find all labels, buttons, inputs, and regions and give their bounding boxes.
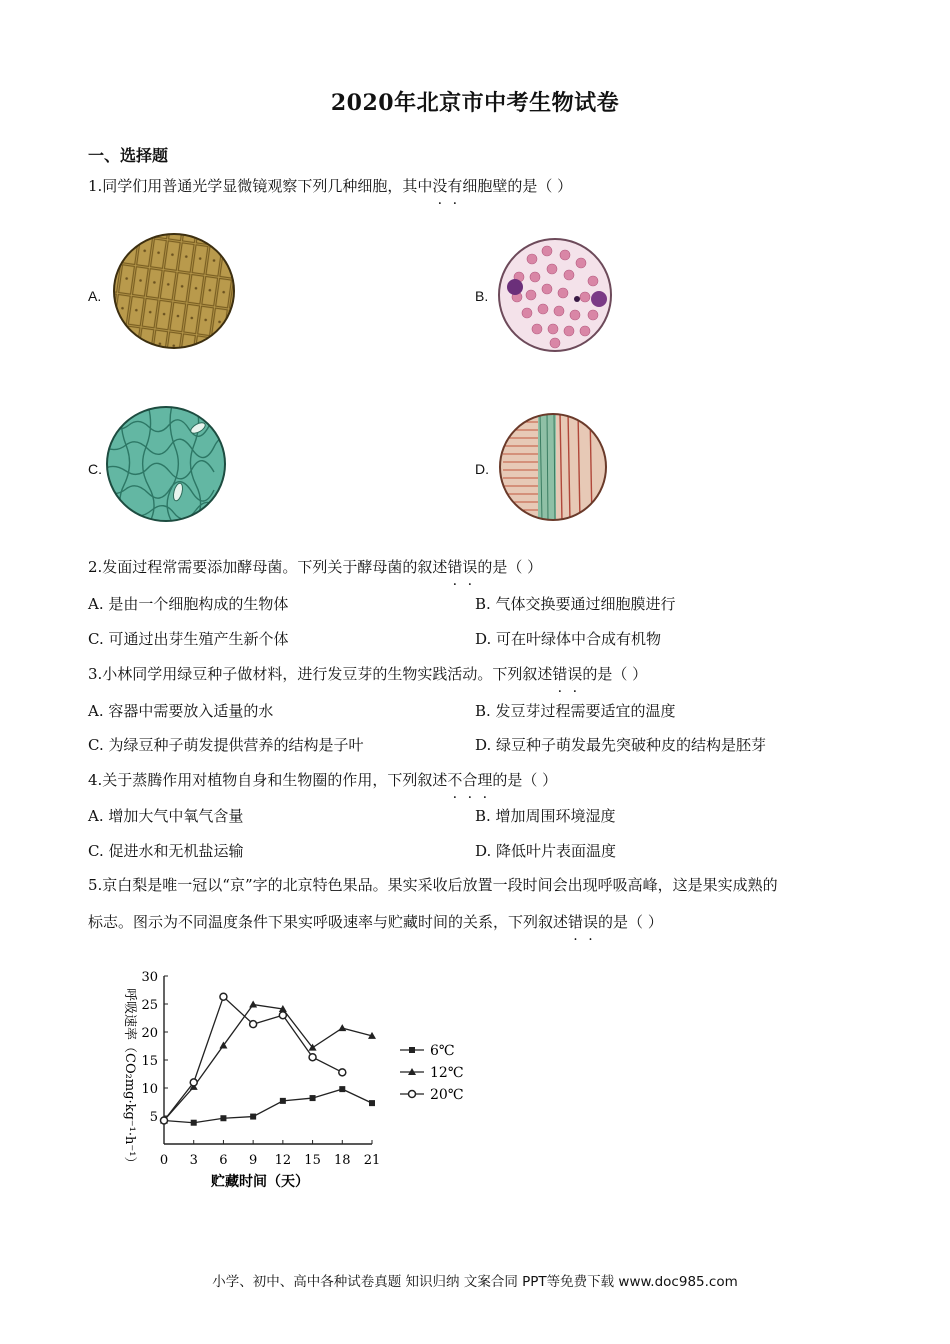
chart-point-circle <box>220 993 227 1000</box>
question-1-text-post: 细胞壁的是（ ） <box>462 177 573 195</box>
chart-y-tick-label: 5 <box>149 1110 158 1125</box>
question-4-text-pre: 4.关于蒸腾作用对植物自身和生物圈的作用，下列叙述 <box>88 771 448 789</box>
emphasis-char: 不 <box>447 771 463 789</box>
chart-y-axis-label: 呼吸速率（CO₂mg·kg⁻¹·h⁻¹） <box>122 988 137 1170</box>
respiration-rate-chart <box>100 960 500 1200</box>
chart-y-tick-label: 30 <box>141 970 158 985</box>
q3-option-a: A. 容器中需要放入适量的水 <box>88 702 274 720</box>
chart-point-circle <box>409 1091 416 1098</box>
question-3-text-pre: 3.小林同学用绿豆种子做材料，进行发豆芽的生物实践活动。下列叙述 <box>88 665 553 683</box>
question-3-text-post: 的是（ ） <box>582 665 648 683</box>
q1-option-b-label: B. <box>475 288 489 304</box>
q4-option-a: A. 增加大气中氧气含量 <box>88 807 244 825</box>
emphasis-char: 误 <box>462 558 478 576</box>
q1-option-d-label: D. <box>475 461 489 477</box>
q3-option-b: B. 发豆芽过程需要适宜的温度 <box>475 702 676 720</box>
question-5-text-pre: 标志。图示为不同温度条件下果实呼吸速率与贮藏时间的关系，下列叙述 <box>88 913 569 931</box>
q2-option-a: A. 是由一个细胞构成的生物体 <box>88 595 289 613</box>
section-heading: 一、选择题 <box>88 146 169 165</box>
chart-point-circle <box>339 1069 346 1076</box>
q1-option-c-label: C. <box>88 461 102 477</box>
emphasis-char: 没 <box>432 177 448 195</box>
question-5-text-post: 的是（ ） <box>598 913 663 931</box>
chart-x-tick-label: 3 <box>189 1153 198 1168</box>
chart-point-square <box>409 1047 415 1053</box>
q4-option-d: D. 降低叶片表面温度 <box>475 842 617 860</box>
question-4 <box>88 770 557 790</box>
chart-x-axis-label: 贮藏时间（天） <box>211 1174 309 1190</box>
question-5-line-1: 5.京白梨是唯一冠以“京”字的北京特色果品。果实采收后放置一段时间会出现呼吸高峰，这是果实成熟的 <box>88 876 778 894</box>
question-5-line-2 <box>88 912 663 932</box>
chart-point-circle <box>309 1054 316 1061</box>
chart-series-line <box>164 1005 372 1121</box>
q2-option-b: B. 气体交换要通过细胞膜进行 <box>475 595 676 613</box>
chart-x-tick-label: 12 <box>274 1153 292 1168</box>
blood-cells-image <box>497 237 617 357</box>
q3-option-c: C. 为绿豆种子萌发提供营养的结构是子叶 <box>88 736 364 754</box>
q2-option-c: C. 可通过出芽生殖产生新个体 <box>88 630 289 648</box>
onion-epidermis-cells-image <box>112 232 236 350</box>
chart-point-circle <box>279 1012 286 1019</box>
q1-option-a-label: A. <box>88 288 102 304</box>
chart-series-line <box>164 1089 372 1123</box>
chart-point-square <box>191 1120 197 1126</box>
footer-text: 小学、初中、高中各种试卷真题 知识归纳 文案合同 PPT等免费下载 www.doc985.com <box>212 1274 738 1290</box>
chart-y-tick-label: 10 <box>141 1082 158 1097</box>
chart-legend-label: 6℃ <box>430 1043 455 1059</box>
q4-option-c: C. 促进水和无机盐运输 <box>88 842 244 860</box>
chart-x-tick-label: 21 <box>363 1153 381 1168</box>
chart-x-tick-label: 15 <box>304 1153 321 1168</box>
chart-point-triangle <box>338 1024 346 1031</box>
q2-option-d: D. 可在叶绿体中合成有机物 <box>475 630 662 648</box>
question-4-text-post: 的是（ ） <box>492 771 558 789</box>
chart-point-circle <box>190 1079 197 1086</box>
q4-option-b: B. 增加周围环境湿度 <box>475 807 616 825</box>
chart-point-square <box>339 1086 345 1092</box>
chart-x-tick-label: 18 <box>334 1153 351 1168</box>
chart-point-circle <box>250 1021 257 1028</box>
emphasis-char: 错 <box>552 665 568 683</box>
chart-point-square <box>220 1115 226 1121</box>
chart-point-square <box>310 1095 316 1101</box>
chart-x-tick-label: 9 <box>249 1153 258 1168</box>
emphasis-char: 误 <box>567 665 583 683</box>
emphasis-char: 理 <box>477 771 493 789</box>
chart-y-tick-label: 25 <box>141 998 158 1013</box>
chart-point-triangle <box>249 1001 257 1008</box>
leaf-epidermis-stomata-image <box>104 405 228 523</box>
vessel-cells-image <box>498 412 608 522</box>
chart-legend-label: 20℃ <box>430 1087 464 1103</box>
question-3 <box>88 664 647 684</box>
chart-point-square <box>369 1100 375 1106</box>
q3-option-d: D. 绿豆种子萌发最先突破种皮的结构是胚芽 <box>475 736 767 754</box>
emphasis-char: 合 <box>462 771 478 789</box>
emphasis-char: 误 <box>583 913 599 931</box>
chart-legend-label: 12℃ <box>430 1065 464 1081</box>
emphasis-char: 错 <box>568 913 584 931</box>
question-1 <box>88 176 572 196</box>
emphasis-char: 错 <box>447 558 463 576</box>
question-1-text-pre: 1.同学们用普通光学显微镜观察下列几种细胞，其中 <box>88 177 433 195</box>
question-2 <box>88 557 542 577</box>
chart-point-square <box>280 1098 286 1104</box>
chart-y-tick-label: 20 <box>141 1026 158 1041</box>
question-2-text-post: 的是（ ） <box>477 558 543 576</box>
chart-point-circle <box>161 1117 168 1124</box>
emphasis-char: 有 <box>447 177 463 195</box>
chart-point-square <box>250 1114 256 1120</box>
chart-y-tick-label: 15 <box>141 1054 158 1069</box>
chart-x-tick-label: 0 <box>159 1153 169 1168</box>
chart-x-tick-label: 6 <box>219 1153 228 1168</box>
page-title: 2020年北京市中考生物试卷 <box>330 90 620 116</box>
question-2-text-pre: 2.发面过程常需要添加酵母菌。下列关于酵母菌的叙述 <box>88 558 448 576</box>
